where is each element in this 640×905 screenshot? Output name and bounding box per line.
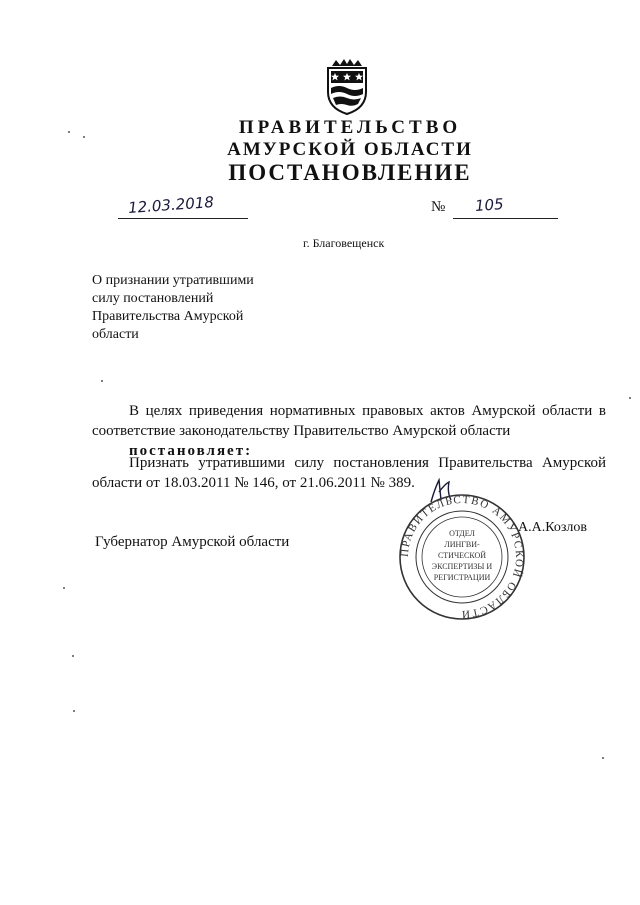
stamp-inner-line: СТИЧЕСКОЙ [437,551,487,560]
stamp-inner-line: РЕГИСТРАЦИИ [433,573,491,582]
scan-speck [63,587,65,589]
decrees-word: постановляет: [129,443,253,459]
scan-speck [83,136,85,138]
subject-line: области [92,327,139,342]
document-type-title: ПОСТАНОВЛЕНИЕ [228,160,472,185]
scan-speck [72,655,74,657]
document-subject [92,272,292,344]
scan-speck [629,397,631,399]
scan-speck [101,380,103,382]
scan-speck [73,710,75,712]
governor-name: А.А.Козлов [518,520,587,535]
subject-line: О признании утратившими [92,273,254,288]
preamble-paragraph [92,401,606,461]
region-title: АМУРСКОЙ ОБЛАСТИ [227,139,473,160]
government-title: ПРАВИТЕЛЬСТВО [238,117,462,138]
city-line: г. Благовещенск [303,236,385,250]
stamp-inner-line: ОТДЕЛ [449,529,475,538]
preamble-text: В целях приведения нормативных правовых актов Амурской области в соответствие законодательству Правительство Амурской области [92,403,606,439]
stamp-outer-text: ПРАВИТЕЛЬСТВО АМУРСКОЙ ОБЛАСТИ [398,493,526,621]
handwritten-number: 105 [474,195,505,215]
operative-paragraph: Признать утратившими силу постановления Правительства Амурской области от 18.03.2011 № 146, от 21.06.2011 № 389. [92,455,606,491]
stamp-inner-line: ЭКСПЕРТИЗЫ И [431,562,493,571]
subject-line: Правительства Амурской [92,309,244,324]
number-field [453,196,558,219]
coat-of-arms-emblem [322,58,372,116]
scan-speck [68,131,70,133]
date-field [118,193,248,219]
governor-title: Губернатор Амурской области [95,534,290,550]
scan-speck [602,757,604,759]
stamp-inner-line: ЛИНГВИ- [444,540,480,549]
subject-line: силу постановлений [92,291,214,306]
handwritten-date: 12.03.2018 [127,193,215,217]
number-sign: № [431,199,446,215]
official-stamp [397,492,527,622]
